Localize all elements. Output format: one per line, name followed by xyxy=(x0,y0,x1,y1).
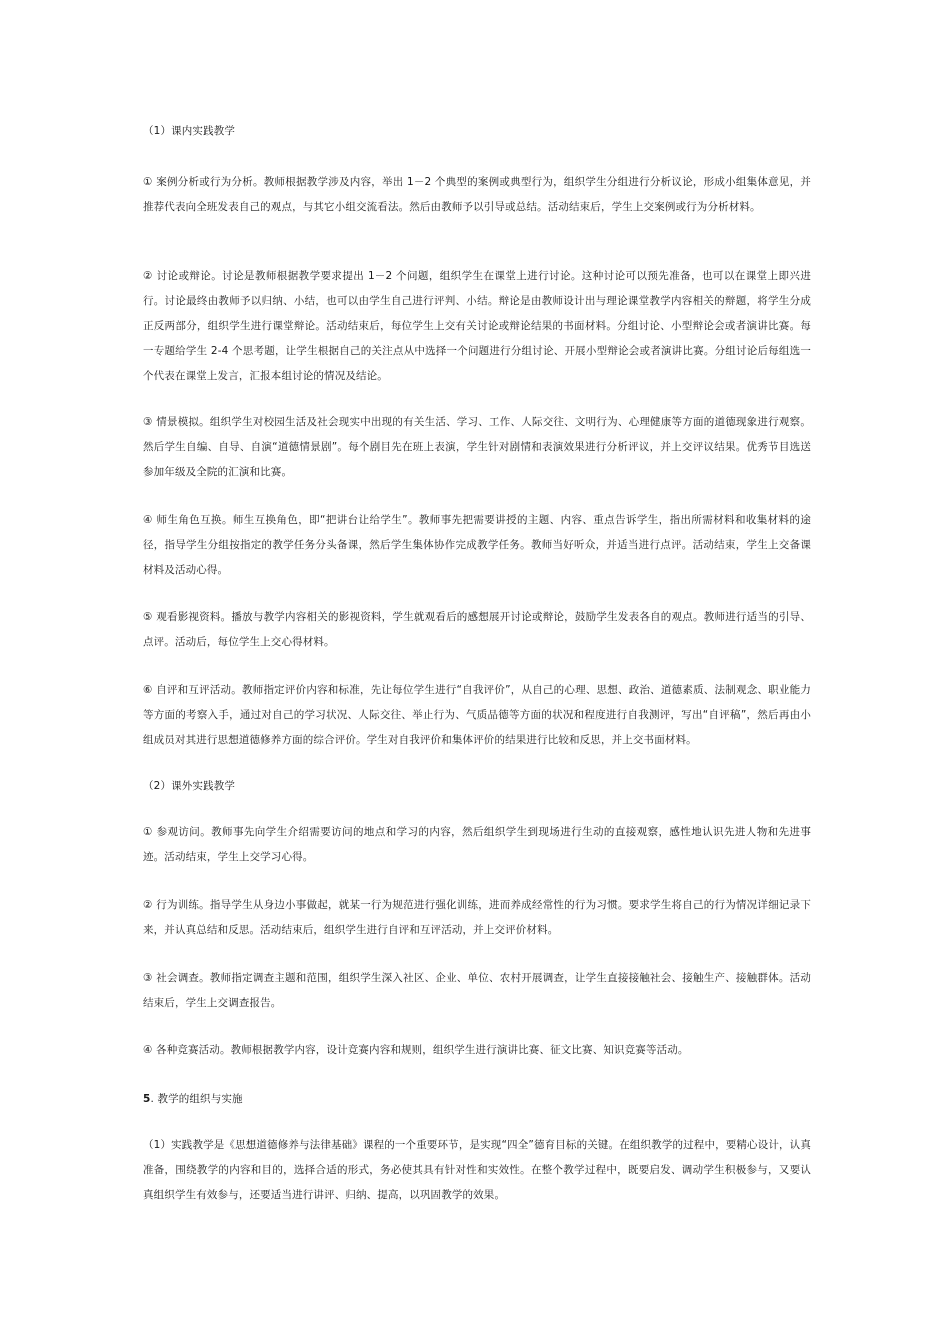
section-number: 5 xyxy=(143,1093,151,1105)
heading-organization-implementation xyxy=(143,1087,811,1112)
paragraph-watch-videos: ⑤ 观看影视资料。播放与教学内容相关的影视资料，学生就观看后的感想展开讨论或辩论，鼓励学生发表各自的观点。教师进行适当的引导、点评。活动后，每位学生上交心得材料。 xyxy=(143,611,811,648)
paragraph-scenario-simulation: ③ 情景模拟。组织学生对校园生活及社会现实中出现的有关生活、学习、工作、人际交往、文明行为、心理健康等方面的道德现象进行观察。然后学生自编、自导、自演“道德情景剧”。每个剧目先在班上表演，学生针对剧情和表演效果进行分析评议，并上交评议结果。优秀节目选送参加年级及全院的汇演和比赛。 xyxy=(143,416,811,478)
section-title: . 教学的组织与实施 xyxy=(150,1093,243,1105)
paragraph-self-peer-evaluation: ⑥ 自评和互评活动。教师指定评价内容和标准，先让每位学生进行“自我评价”，从自己的心理、思想、政治、道德素质、法制观念、职业能力等方面的考察入手，通过对自己的学习状况、人际交往、举止行为、气质品德等方面的状况和程度进行自我测评，写出“自评稿”，然后再由小组成员对其进行思想道德修养方面的综合评价。学生对自我评价和集体评价的结果进行比较和反思，并上交书面材料。 xyxy=(143,684,811,746)
paragraph-organization-detail: （1）实践教学是《思想道德修养与法律基础》课程的一个重要环节，是实现“四全”德育目标的关键。在组织教学的过程中，要精心设计，认真准备，围绕教学的内容和目的，选择合适的形式，务必使其具有针对性和实效性。在整个教学过程中，既要启发、调动学生积极参与，又要认真组织学生有效参与，还要适当进行讲评、归纳、提高，以巩固教学的效果。 xyxy=(143,1139,811,1201)
heading-in-class-practice: （1）课内实践教学 xyxy=(143,125,236,137)
paragraph-discussion-debate: ② 讨论或辩论。讨论是教师根据教学要求提出 1－2 个问题，组织学生在课堂上进行讨论。这种讨论可以预先准备，也可以在课堂上即兴进行。讨论最终由教师予以归纳、小结，也可以由学生自己进行评判、小结。辩论是由教师设计出与理论课堂教学内容相关的辩题，将学生分成正反两部分，组织学生进行课堂辩论。活动结束后，每位学生上交有关讨论或辩论结果的书面材料。分组讨论、小型辩论会或者演讲比赛。每一专题给学生 2-4 个思考题，让学生根据自己的关注点从中选择一个问题进行分组讨论、开展小型辩论会或者演讲比赛。分组讨论后每组选一个代表在课堂上发言，汇报本组讨论的情况及结论。 xyxy=(143,270,811,382)
paragraph-social-survey: ③ 社会调查。教师指定调查主题和范围，组织学生深入社区、企业、单位、农村开展调查，让学生直接接触社会、接触生产、接触群体。活动结束后，学生上交调查报告。 xyxy=(143,972,811,1009)
paragraph-behavior-training: ② 行为训练。指导学生从身边小事做起，就某一行为规范进行强化训练，进而养成经常性的行为习惯。要求学生将自己的行为情况详细记录下来，并认真总结和反思。活动结束后，组织学生进行自评和互评活动，并上交评价材料。 xyxy=(143,899,811,936)
paragraph-visits: ① 参观访问。教师事先向学生介绍需要访问的地点和学习的内容，然后组织学生到现场进行生动的直接观察，感性地认识先进人物和先进事迹。活动结束，学生上交学习心得。 xyxy=(143,826,811,863)
heading-out-class-practice: （2）课外实践教学 xyxy=(143,780,236,792)
paragraph-competitions: ④ 各种竞赛活动。教师根据教学内容，设计竞赛内容和规则，组织学生进行演讲比赛、征文比赛、知识竞赛等活动。 xyxy=(143,1044,689,1056)
paragraph-case-analysis: ① 案例分析或行为分析。教师根据教学涉及内容，举出 1－2 个典型的案例或典型行为，组织学生分组进行分析议论，形成小组集体意见，并推荐代表向全班发表自己的观点，与其它小组交流看法。然后由教师予以引导或总结。活动结束后，学生上交案例或行为分析材料。 xyxy=(143,176,811,213)
paragraph-role-exchange: ④ 师生角色互换。师生互换角色，即“把讲台让给学生”。教师事先把需要讲授的主题、内容、重点告诉学生，指出所需材料和收集材料的途径，指导学生分组按指定的教学任务分头备课，然后学生集体协作完成教学任务。教师当好听众，并适当进行点评。活动结束，学生上交备课材料及活动心得。 xyxy=(143,514,811,576)
